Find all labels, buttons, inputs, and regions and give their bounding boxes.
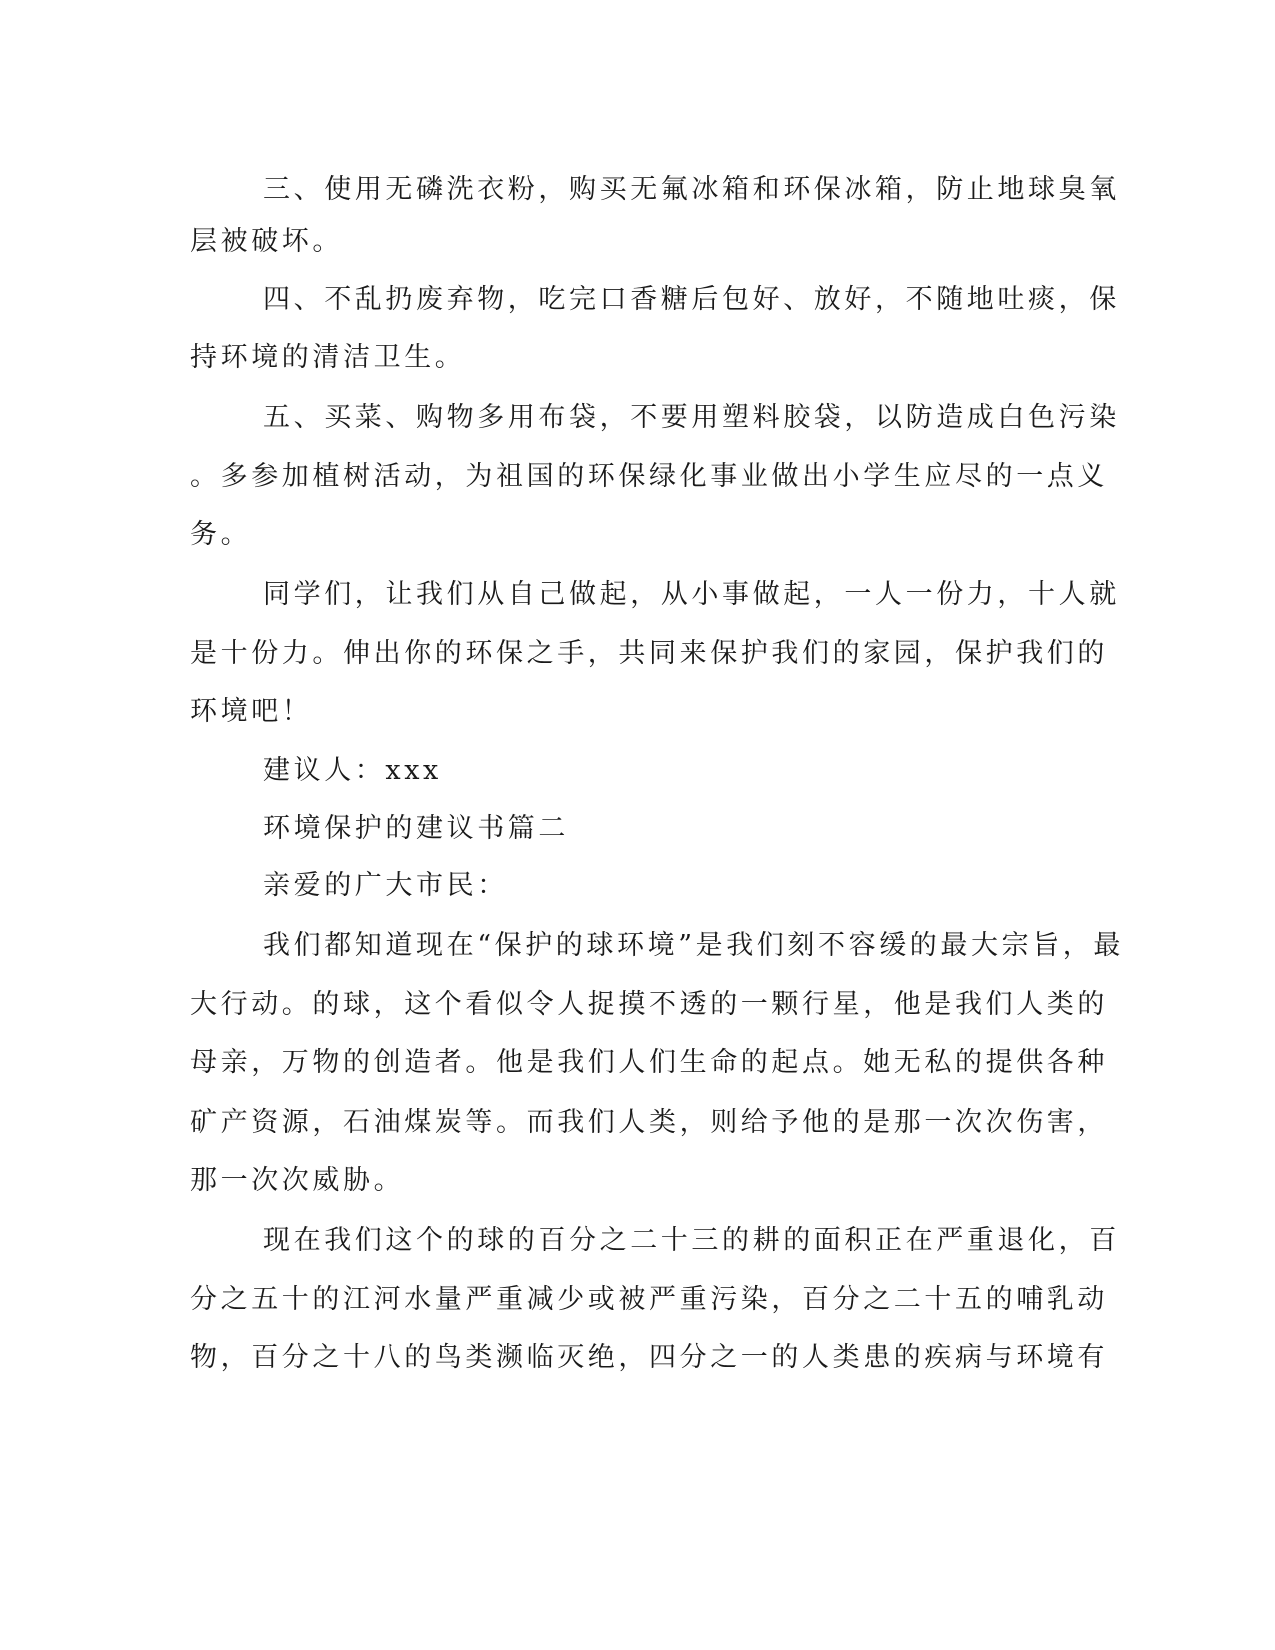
paragraph-line: 是十份力。伸出你的环保之手，共同来保护我们的家园，保护我们的: [190, 638, 1108, 669]
paragraph-line: 五、买菜、购物多用布袋，不要用塑料胶袋，以防造成白色污染: [263, 402, 1120, 433]
paragraph-line: 层被破坏。: [190, 226, 343, 257]
paragraph-line: 分之五十的江河水量严重减少或被严重污染，百分之二十五的哺乳动: [190, 1284, 1108, 1315]
paragraph-line: 。多参加植树活动，为祖国的环保绿化事业做出小学生应尽的一点义: [190, 461, 1108, 492]
paragraph-line: 现在我们这个的球的百分之二十三的耕的面积正在严重退化，百: [263, 1225, 1120, 1256]
paragraph-line: 三、使用无磷洗衣粉，购买无氟冰箱和环保冰箱，防止地球臭氧: [263, 174, 1120, 205]
paragraph-line: 持环境的清洁卫生。: [190, 342, 466, 373]
salutation: 亲爱的广大市民：: [263, 870, 508, 901]
paragraph-line: 那一次次威胁。: [190, 1165, 405, 1196]
signature-line: 建议人：xxx: [263, 755, 442, 786]
paragraph-line: 四、不乱扔废弃物，吃完口香糖后包好、放好，不随地吐痰，保: [263, 284, 1120, 315]
paragraph-line: 我们都知道现在“保护的球环境”是我们刻不容缓的最大宗旨，最: [263, 930, 1125, 961]
paragraph-line: 物，百分之十八的鸟类濒临灭绝，四分之一的人类患的疾病与环境有: [190, 1342, 1108, 1373]
section-heading: 环境保护的建议书篇二: [263, 813, 569, 844]
paragraph-line: 同学们，让我们从自己做起，从小事做起，一人一份力，十人就: [263, 579, 1120, 610]
paragraph-line: 环境吧！: [190, 696, 313, 727]
paragraph-line: 大行动。的球，这个看似令人捉摸不透的一颗行星，他是我们人类的: [190, 989, 1108, 1020]
paragraph-line: 母亲，万物的创造者。他是我们人们生命的起点。她无私的提供各种: [190, 1047, 1108, 1078]
paragraph-line: 务。: [190, 519, 252, 550]
paragraph-line: 矿产资源，石油煤炭等。而我们人类，则给予他的是那一次次伤害，: [190, 1107, 1108, 1138]
